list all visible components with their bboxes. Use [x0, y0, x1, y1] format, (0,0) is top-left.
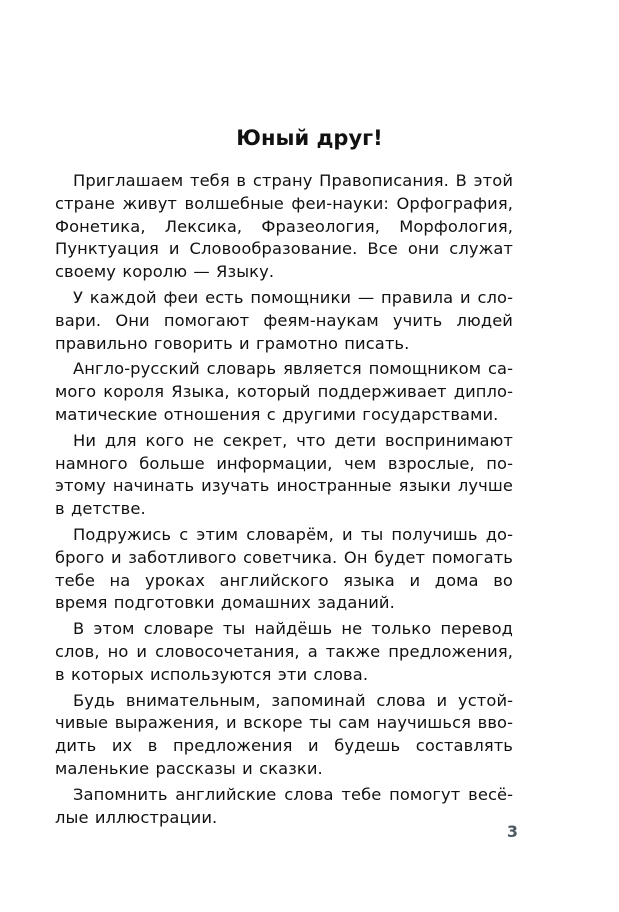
page-number: 3: [506, 822, 518, 841]
paragraph-5: Подружись с этим словарём, и ты получишь доброго и заботливого советчика. Он будет помогать тебе на уроках английского языка и дома во время подготовки домашних заданий.: [55, 524, 513, 613]
paragraph-7: Будь внимательным, запоминай слова и устойчивые выражения, и вскоре ты сам научишься вводить их в предложения и будешь составлять маленькие рассказы и сказки.: [55, 690, 513, 778]
paragraph-2: У каждой феи есть помощники — правила и словари. Они помогают феям-наукам учить людей правильно говорить и грамотно писать.: [55, 287, 513, 353]
paragraph-3: Англо-русский словарь является помощником самого короля Языка, который поддерживает дипломатические отношения с другими государствами.: [55, 359, 513, 424]
paragraph-6: В этом словаре ты найдёшь не только перевод слов, но и словосочетания, а также предложения, в которых используются эти слова.: [55, 619, 513, 684]
paragraph-4: Ни для кого не секрет, что дети воспринимают намного больше информации, чем взрослые, поэтому начинать изучать иностранные языки лучше в детстве.: [55, 430, 513, 519]
body-text: [55, 170, 513, 832]
paragraph-8: Запомнить английские слова тебе помогут весёлые иллюстрации.: [55, 784, 513, 827]
page-title: Юный друг!: [236, 126, 383, 150]
paragraph-1: Приглашаем тебя в страну Правописания. В этой стране живут волшебные феи-науки: Орфография, Фонетика, Лексика, Фразеология, Морфология, Пунктуация и Словообразование. Все они служат своему королю — Языку.: [55, 171, 513, 282]
